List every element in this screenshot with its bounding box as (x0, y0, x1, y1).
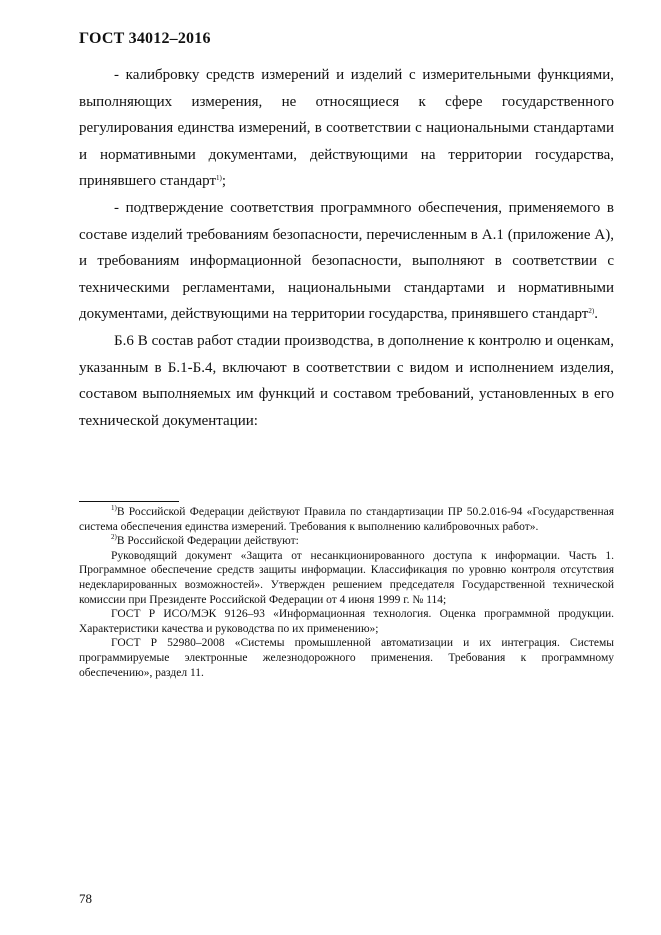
footnote-mark-2: 2) (111, 533, 117, 542)
footnote-2-text: В Российской Федерации действуют: (116, 535, 299, 548)
page-number: 78 (79, 891, 92, 906)
footnote-2-item-gost-52980: ГОСТ Р 52980–2008 «Системы промышленной автоматизации и их интеграция. Системы программируемые электронные железнодорожного применения. Требования к программному обеспечению», раздел 11. (79, 637, 614, 679)
paragraph-end: ; (221, 173, 227, 190)
paragraph-conformity (79, 195, 614, 328)
footnote-1 (79, 505, 614, 534)
footnote-2-item-rd: Руководящий документ «Защита от несанкционированного доступа к информации. Часть 1. Программное обеспечение средств защиты информации. Классификация по уровню контроля отсутствия недекларированных возможностей». Утвержден решением председателя Государственной технической комиссии при Президенте Российской Федерации от 4 июня 1999 г. № 114; (79, 549, 614, 606)
footnote-1-text: В Российской Федерации действуют Правила по стандартизации ПР 50.2.016-94 «Государственная система обеспечения единства измерений. Требования к выполнению калибровочных работ». (79, 506, 614, 533)
footnote-divider (79, 501, 179, 502)
footnote-ref-1: 1) (216, 174, 222, 183)
document-header: ГОСТ 34012–2016 (79, 30, 211, 47)
footnote-mark-1: 1) (111, 504, 117, 512)
main-text (79, 62, 614, 434)
paragraph-calibration (79, 62, 614, 195)
footnote-ref-2: 2) (588, 307, 595, 316)
paragraph-text: - калибровку средств измерений и изделий с измерительными функциями, выполняющих измерения, не относящиеся к сфере государственного регулирования единства измерений, в соответствии с национальными стандартами и нормативными документами, действующими на территории государства, принявшего стандарт (79, 67, 614, 190)
footnote-2-item-gost-9126: ГОСТ Р ИСО/МЭК 9126–93 «Информационная технология. Оценка программной продукции. Характеристики качества и руководства по их применению»; (79, 608, 614, 635)
paragraph-end: . (594, 306, 598, 323)
paragraph-b6: Б.6 В состав работ стадии производства, в дополнение к контролю и оценкам, указанным в Б.1-Б.4, включают в соответствии с видом и исполнением изделия, составом выполняемых им функций и составом требований, установленных в его технической документации: (79, 332, 614, 429)
footnotes (79, 505, 614, 680)
paragraph-text: - подтверждение соответствия программного обеспечения, применяемого в составе изделий требованиям безопасности, перечисленным в А.1 (приложение А), и требованиям информационной безопасности, выполняют в соответствии с техническими регламентами, национальными стандартами и нормативными документами, действующими на территории государства, принявшего стандарт (79, 199, 614, 323)
footnote-2 (79, 534, 614, 549)
